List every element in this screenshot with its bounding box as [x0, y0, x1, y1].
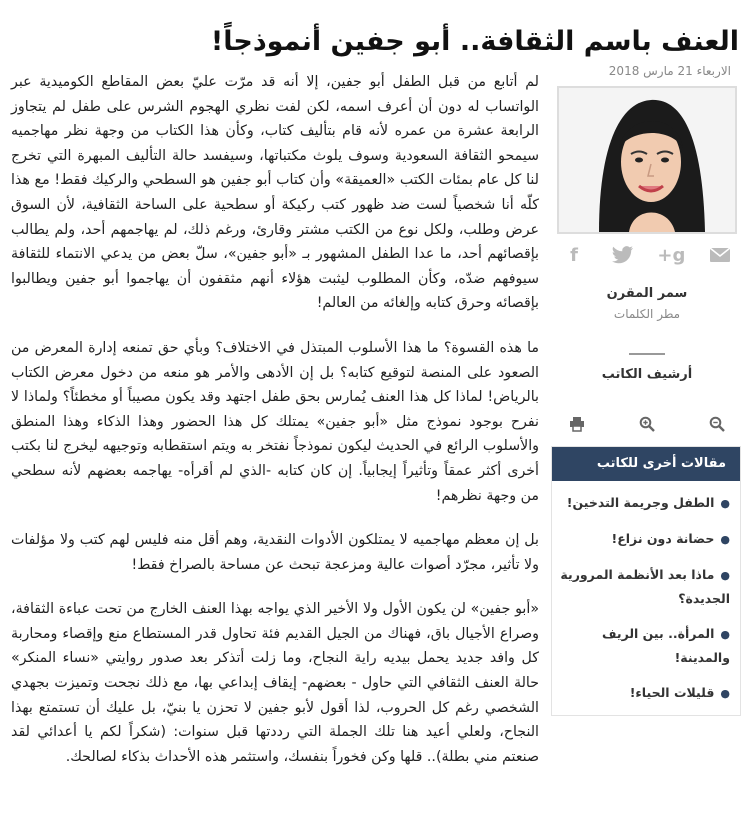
- zoom-in-icon[interactable]: [639, 416, 655, 436]
- more-article-title: ماذا بعد الأنظمة المرورية الجديدة؟: [560, 567, 730, 606]
- more-article-item[interactable]: [552, 557, 740, 616]
- google-plus-icon[interactable]: g+: [657, 244, 686, 266]
- article-paragraph: بل إن معظم مهاجميه لا يمتلكون الأدوات النقدية، وهم أقل منه فليس لهم كتب ولا مؤلفات ولا تأثير، مجرّد أصوات عالية ومزعجة تبحث عن مساحة بالصراخ فقط!: [11, 532, 539, 573]
- more-article-title: الطفل وجريمة التدخين!: [566, 495, 715, 510]
- email-icon[interactable]: [707, 242, 733, 268]
- more-article-item[interactable]: [552, 485, 740, 521]
- author-name[interactable]: سمر المقرن: [606, 286, 688, 301]
- more-articles-title: مقالات أخرى للكاتب: [552, 447, 740, 481]
- article-paragraph: لم أتابع من قبل الطفل أبو جفين، إلا أنه قد مرّت عليّ بعض المقاطع الكوميدية عبر الواتساب له دون أن أعرف اسمه، لكن لفت نظري الهجوم الشرس على طفل لم يتجاوز الرابعة عشرة من عمره لأنه قام بتأليف كتاب، وكأن هذا الكتاب من وجهة نظر مهاجميه سيمحو الثقافة السعودية وسوف يلوث مكتباتها، وسيفسد حالة التأليف المبهرة التي تخرج لنا كل عام بمئات الكتب «العميقة» وأن كتاب أبو جفين هو السطحي والركيك فقط! مع هذا كلّه أنا شخصياً لست ضد ظهور كتب ركيكة أو سطحية على الساحة الثقافية، لأن السوق عرض وطلب، ولكل نوع من الكتب مشتر وقارئ، ورغم ذلك، لم يهاجمهم أحد، ولم يطالب بإقصائهم أحد، ما عدا الطفل المشهور بـ «أبو جفين»، سلّ بعض من يدعي الانتماء للثقافة سيوفهم ضدّه، وكأن المطلوب ليثبت هؤلاء أنهم مثقفون أن يهاجموا أبو جفين ويطالبوا بإقصائه وحرق كتابه وإلغائه من العالم!: [11, 74, 539, 312]
- facebook-icon[interactable]: f: [570, 244, 578, 266]
- publish-date: الاربعاء 21 مارس 2018: [608, 64, 731, 78]
- author-photo: [557, 86, 737, 234]
- more-article-item[interactable]: [552, 675, 740, 711]
- article-body: [11, 70, 539, 789]
- more-article-item[interactable]: [552, 616, 740, 675]
- more-article-item[interactable]: [552, 521, 740, 557]
- author-archive-link[interactable]: أرشيف الكاتب: [557, 359, 737, 382]
- author-portrait-illustration: [559, 88, 735, 232]
- social-share-bar: [557, 234, 737, 270]
- more-articles-box: [551, 446, 741, 716]
- bullet-icon: ●: [720, 569, 730, 582]
- print-icon[interactable]: [569, 416, 585, 436]
- more-articles-list: [552, 481, 740, 715]
- more-article-title: قليلات الحياء!: [629, 685, 715, 700]
- article-tools: [557, 414, 737, 438]
- article-headline: العنف باسم الثقافة.. أبو جفين أنموذجاً!: [210, 26, 739, 58]
- author-column-name: مطر الكلمات: [613, 307, 681, 321]
- bullet-icon: ●: [720, 533, 730, 546]
- zoom-out-icon[interactable]: [709, 416, 725, 436]
- more-article-title: المرأة.. بين الريف والمدينة!: [602, 626, 730, 665]
- more-article-title: حضانة دون نزاع!: [611, 531, 715, 546]
- twitter-icon[interactable]: [610, 242, 636, 268]
- author-sidebar: [557, 64, 737, 716]
- article-paragraph: ما هذه القسوة؟ ما هذا الأسلوب المبتذل في الاختلاف؟ وبأي حق تمنعه إدارة المعرض من الصعود على المنصة لتوقيع كتابه؟ بل إن الأدهى والأمر هو منعه من دخول معرض الكتاب بالرياض! لماذا كل هذا العنف يُمارس بحق طفل اجتهد وقد يكون مصيباً أو مخطئاً؟ ولماذا لا نفرح بوجود نموذج مثل «أبو جفين» يمتلك كل هذا الحضور وهذا الذكاء وهذا المنطق والأسلوب الرائع في الحديث ليكون نموذجاً نفتخر به ويتم استقطابه وتوجيهه ليخرج لنا بكتب أخرى أكثر عمقاً وتأثيراً إيجابياً. إن كان كتابه -الذي لم أقرأه- يهاجمه بعضهم لأنه سطحي من وجهة نظرهم!: [11, 339, 539, 504]
- bullet-icon: ●: [720, 497, 730, 510]
- bullet-icon: ●: [720, 687, 730, 700]
- article-paragraph: «أبو جفين» لن يكون الأول ولا الأخير الذي يواجه بهذا العنف الخارج من تحت عباءة الثقافة، وصراع الأجيال باق، فهناك من الجيل القديم فئة تحاول قدر المستطاع منع وإقصاء ومحاربة كل وافد جديد يحمل بيديه راية النجاح، وما زلت أتذكر بعد صدور روايتي «نساء المنكر» حالة العنف الثقافي التي حاول - بعضهم- إيقاف إبداعي بها، مع ذلك نجحت وتميزت بجهدي الشخصي رغم كل الحروب، لذا أقول لأبو جفين لا تحزن يا بنيّ، بل عليك أن تستمتع بهذا النجاح، ولعلي أعيد هنا تلك الجملة التي رددتها قبل سنوات: (شكراً لكم يا أعدائي لقد صنعتم مني بطلة).. قلها وكن فخوراً بنفسك، واستثمر هذه الأحداث بذكاء لصالحك.: [11, 601, 539, 765]
- bullet-icon: ●: [720, 628, 730, 641]
